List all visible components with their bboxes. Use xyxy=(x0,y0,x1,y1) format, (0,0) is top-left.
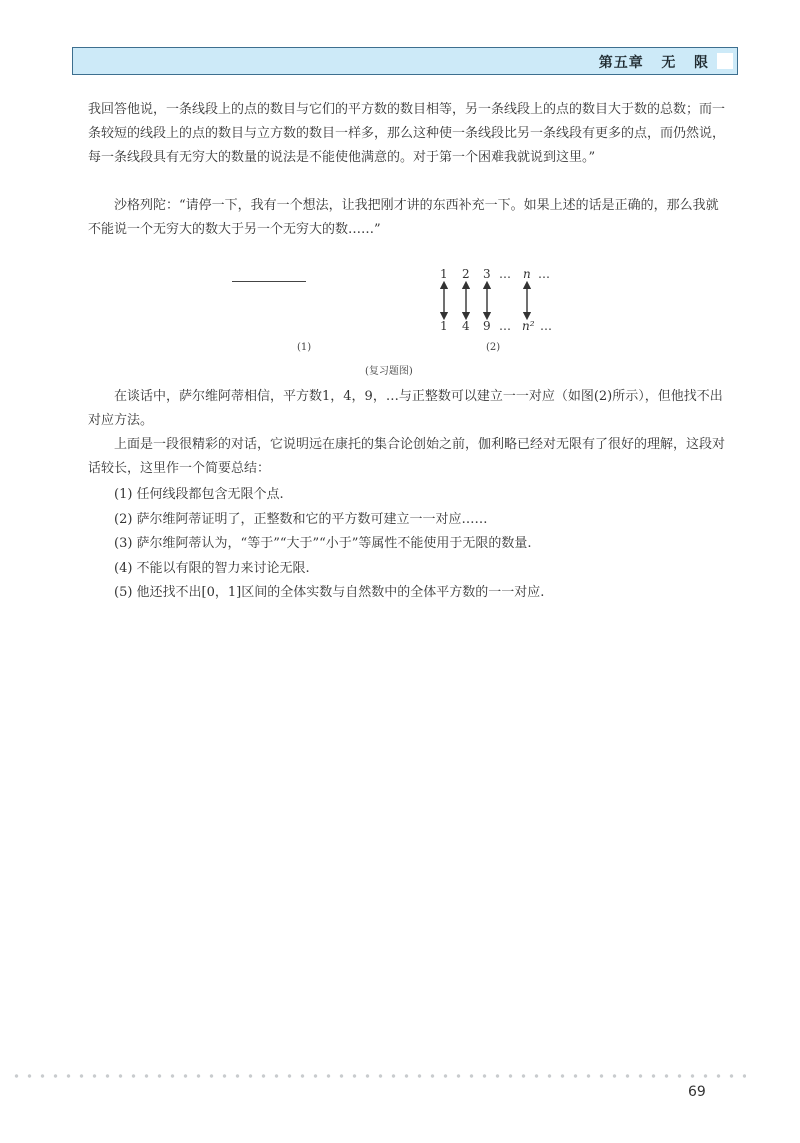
top-1: 1 xyxy=(440,267,448,281)
figure-label-1: (1) xyxy=(297,342,312,353)
summary-list xyxy=(114,483,734,606)
body-paragraph-4 xyxy=(88,433,728,481)
body-paragraph-3 xyxy=(88,385,728,433)
footer-dotted-rule xyxy=(10,1074,746,1078)
paragraph-text: 沙格列陀：“请停一下，我有一个想法，让我把刚才讲的东西补充一下。如果上述的话是正确的，那么我就不能说一个无穷大的数大于另一个无穷大的数……” xyxy=(88,198,719,237)
header-square-icon xyxy=(717,53,733,69)
bottom-n-squared: n² xyxy=(522,319,535,333)
top-ellipsis: … xyxy=(499,267,511,281)
page-number: 69 xyxy=(688,1084,706,1100)
chapter-header xyxy=(72,47,738,75)
bottom-ellipsis-2: … xyxy=(540,319,552,333)
top-3: 3 xyxy=(483,267,491,281)
line-segment-figure xyxy=(232,281,306,282)
top-2: 2 xyxy=(462,267,470,281)
top-n: n xyxy=(523,267,531,281)
chapter-title: 第五章 无 限 xyxy=(598,55,709,71)
summary-item: (4) 不能以有限的智力来讨论无限. xyxy=(114,560,310,576)
summary-item: (3) 萨尔维阿蒂认为，“等于”“大于”“小于”等属性不能使用于无限的数量. xyxy=(114,536,532,551)
figure-label-2: (2) xyxy=(486,342,501,353)
summary-item: (1) 任何线段都包含无限个点. xyxy=(114,487,284,502)
summary-item: (5) 他还找不出[0，1]区间的全体实数与自然数中的全体平方数的一一对应. xyxy=(114,585,545,600)
dialogue-paragraph-1 xyxy=(88,98,728,170)
bottom-9: 9 xyxy=(483,319,491,333)
paragraph-text: 我回答他说，一条线段上的点的数目与它们的平方数的数目相等，另一条线段上的点的数目大于数的总数；而一条较短的线段上的点的数目与立方数的数目一样多，那么这种使一条线段比另一条线段有更多的点，而仍然说，每一条线段具有无穷大的数量的说法是不能使他满意的。对于第一个困难我就说到这里。” xyxy=(88,102,726,165)
bottom-1: 1 xyxy=(440,319,448,333)
top-ellipsis-2: … xyxy=(538,267,550,281)
figure-caption: (复习题图) xyxy=(365,366,413,377)
dialogue-paragraph-2 xyxy=(88,194,728,242)
summary-item: (2) 萨尔维阿蒂证明了，正整数和它的平方数可建立一一对应…… xyxy=(114,511,488,527)
paragraph-text: 上面是一段很精彩的对话，它说明远在康托的集合论创始之前，伽利略已经对无限有了很好的理解，这段对话较长，这里作一个简要总结： xyxy=(88,437,726,476)
paragraph-text: 在谈话中，萨尔维阿蒂相信，平方数1，4，9，…与正整数可以建立一一对应（如图(2)所示），但他找不出对应方法。 xyxy=(88,389,723,428)
correspondence-figure xyxy=(420,262,560,338)
bottom-4: 4 xyxy=(462,319,470,333)
bottom-ellipsis: … xyxy=(499,319,511,333)
